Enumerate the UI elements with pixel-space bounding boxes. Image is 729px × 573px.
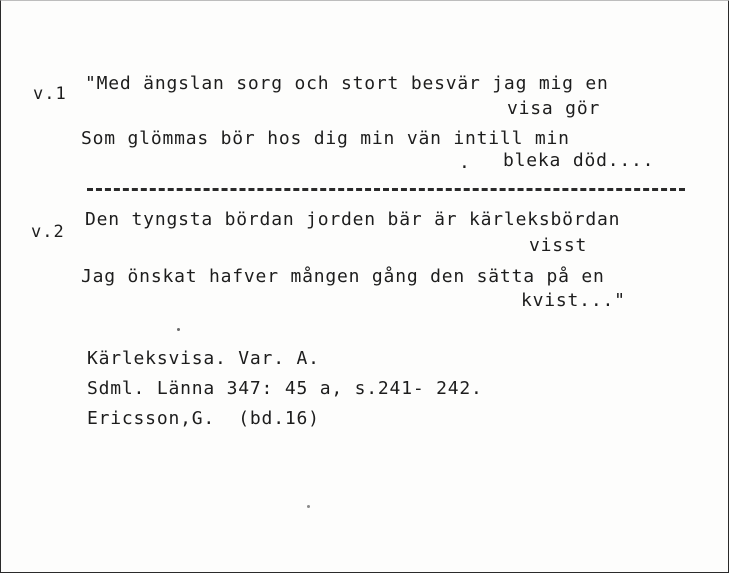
- reference-collector: Ericsson,G. (bd.16): [87, 408, 320, 429]
- verse-1-line-2-cont: bleka död....: [503, 150, 655, 171]
- verse-1-line-2: Som glömmas bör hos dig min vän intill min: [81, 128, 570, 149]
- verse-1-line-1-cont: visa gör: [507, 98, 601, 119]
- speck-mark: [177, 328, 180, 331]
- verse-2-line-2-cont: kvist...": [521, 290, 626, 311]
- reference-source: Sdml. Länna 347: 45 a, s.241- 242.: [87, 378, 483, 399]
- stray-mark: .: [459, 152, 471, 173]
- verse-2-line-2: Jag önskat hafver mången gång den sätta på en: [81, 266, 605, 287]
- verse-1-line-1: "Med ängslan sorg och stort besvär jag mig en: [85, 73, 609, 94]
- dashed-separator: [87, 188, 685, 191]
- reference-title: Kärleksvisa. Var. A.: [87, 348, 320, 369]
- verse-2-line-1-cont: visst: [529, 235, 588, 256]
- verse-2-line-1: Den tyngsta bördan jorden bär är kärleksbördan: [85, 209, 621, 230]
- verse-2-label: v.2: [31, 222, 65, 242]
- ink-speck: [307, 505, 310, 508]
- verse-1-label: v.1: [33, 84, 67, 104]
